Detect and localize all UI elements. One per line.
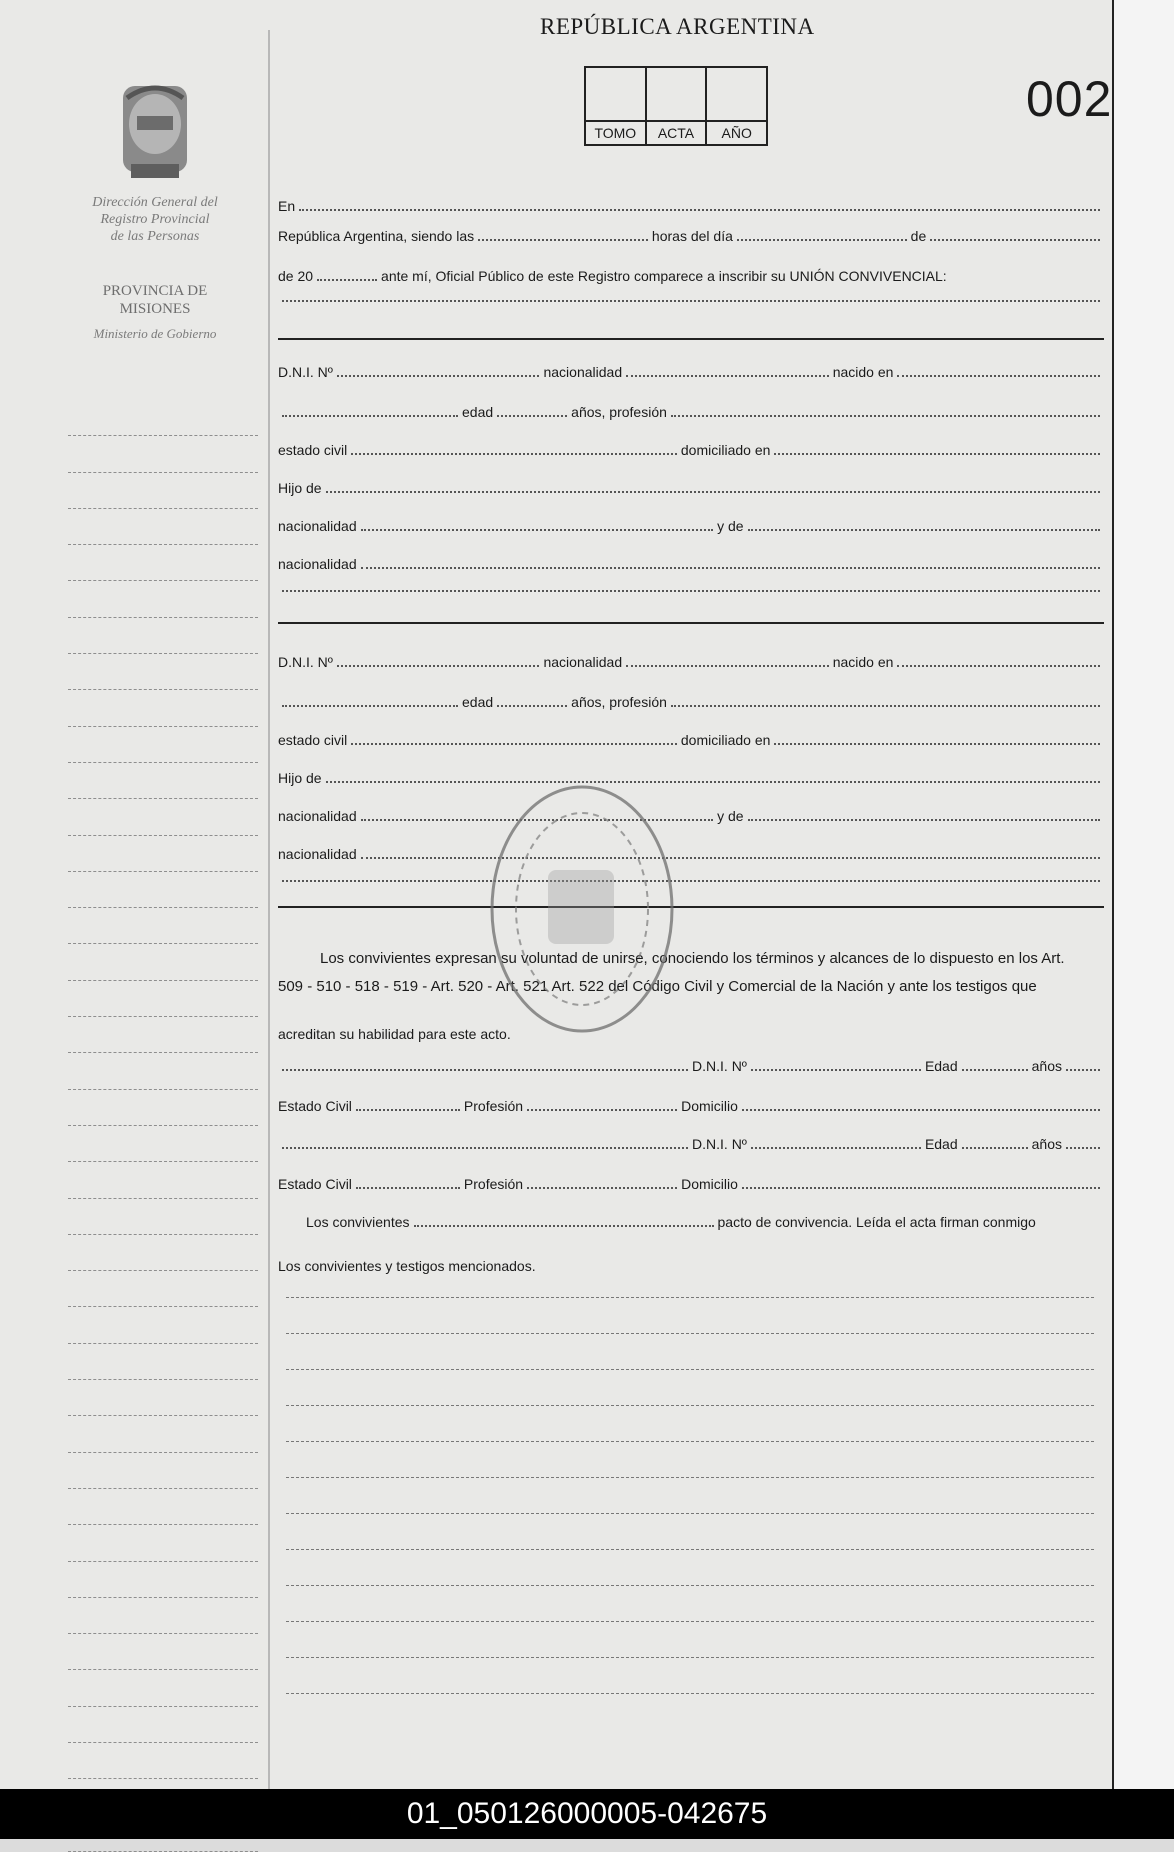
pacto-field[interactable] — [414, 1225, 714, 1227]
person1-nac-madre-field[interactable] — [361, 567, 1100, 569]
ano-label: AÑO — [707, 120, 766, 144]
witness-edad-label: Edad — [924, 1136, 958, 1152]
signature-line[interactable] — [286, 1693, 1094, 1694]
witness-domicilio-label: Domicilio — [681, 1098, 738, 1114]
signature-line[interactable] — [286, 1621, 1094, 1622]
witness2-name-field[interactable] — [282, 1147, 688, 1149]
person2-row-7 — [278, 880, 1104, 885]
person1-row-6 — [278, 556, 1104, 572]
person2-dni-field[interactable] — [337, 665, 540, 667]
domiciliado-label: domiciliado en — [680, 442, 771, 458]
signature-line[interactable] — [286, 1405, 1094, 1406]
ante-text: ante mí, Oficial Público de este Registro comparece a inscribir su UNIÓN CONVIVENCIAL: — [381, 268, 947, 284]
witness-dni-label: D.N.I. Nº — [692, 1058, 747, 1074]
witness1-estado-field[interactable] — [356, 1109, 460, 1111]
edad-label: edad — [462, 404, 494, 420]
person2-row-2 — [278, 694, 1104, 710]
witness-edad-label: Edad — [924, 1058, 958, 1074]
section-divider — [278, 622, 1104, 624]
person1-madre-field[interactable] — [748, 529, 1100, 531]
dni-label: D.N.I. Nº — [278, 654, 333, 670]
person2-nac-madre-field[interactable] — [361, 857, 1100, 859]
closing-line-2: Los convivientes y testigos mencionados. — [278, 1258, 536, 1274]
section-divider — [278, 906, 1104, 908]
witness2-dni-field[interactable] — [751, 1147, 921, 1149]
person2-row-6 — [278, 846, 1104, 862]
hijo-label: Hijo de — [278, 770, 322, 786]
person1-nacionalidad-field[interactable] — [626, 375, 829, 377]
person2-estado-field[interactable] — [351, 743, 677, 745]
coat-of-arms-seal — [113, 78, 197, 184]
witness2-profesion-field[interactable] — [527, 1187, 677, 1189]
person2-madre-field[interactable] — [748, 819, 1100, 821]
intro-row-3 — [278, 268, 1104, 284]
horas-label: horas del día — [651, 228, 733, 244]
witness-anos-label: años — [1031, 1058, 1062, 1074]
person1-row-5 — [278, 518, 1104, 534]
person2-profesion-field[interactable] — [671, 705, 1100, 707]
witness-estado-label: Estado Civil — [278, 1098, 352, 1114]
witness-domicilio-label: Domicilio — [681, 1176, 738, 1192]
nac-label: nacionalidad — [278, 808, 357, 824]
nac2-label: nacionalidad — [278, 846, 357, 862]
nac-label: nacionalidad — [278, 518, 357, 534]
witness2-domicilio-field[interactable] — [742, 1187, 1100, 1189]
dia-field[interactable] — [737, 239, 907, 241]
witness1-row-1 — [278, 1058, 1104, 1074]
domiciliado-label: domiciliado en — [680, 732, 771, 748]
de-label: de — [910, 228, 927, 244]
person1-row-3 — [278, 442, 1104, 458]
witness2-edad-field[interactable] — [962, 1147, 1028, 1149]
witness1-domicilio-field[interactable] — [742, 1109, 1100, 1111]
mes-field[interactable] — [930, 239, 1100, 241]
witness1-name-field[interactable] — [282, 1069, 688, 1071]
witness1-row-2 — [278, 1098, 1104, 1114]
person1-row-2 — [278, 404, 1104, 420]
witness1-anos-field[interactable] — [1066, 1069, 1100, 1071]
person1-row-7 — [278, 590, 1104, 595]
person2-row-3 — [278, 732, 1104, 748]
signature-line[interactable] — [286, 1441, 1094, 1442]
person2-row-4 — [278, 770, 1104, 786]
person2-row-5 — [278, 808, 1104, 824]
person2-extra-field[interactable] — [282, 880, 1100, 882]
signature-line[interactable] — [286, 1513, 1094, 1514]
agency-line: Dirección General del — [92, 195, 218, 210]
person1-row-1 — [278, 364, 1104, 380]
ministry-name: Ministerio de Gobierno — [93, 326, 217, 341]
declaration-line-3: acreditan su habilidad para este acto. — [278, 1026, 511, 1042]
person1-domicilio-field[interactable] — [774, 453, 1100, 455]
anos-profesion-label: años, profesión — [571, 694, 667, 710]
person2-nacionalidad-field[interactable] — [626, 665, 829, 667]
page-edge — [1112, 0, 1174, 1789]
witness2-row-1 — [278, 1136, 1104, 1152]
nacionalidad-label: nacionalidad — [543, 654, 623, 670]
y-de-label: y de — [717, 518, 744, 534]
margin-rule — [268, 30, 270, 1789]
agency-line: de las Personas — [110, 229, 200, 244]
person1-nacido-field[interactable] — [897, 375, 1100, 377]
person2-fecha-field[interactable] — [282, 705, 458, 707]
signature-line[interactable] — [286, 1369, 1094, 1370]
witness-anos-label: años — [1031, 1136, 1062, 1152]
person2-nacido-field[interactable] — [897, 665, 1100, 667]
section-divider — [278, 338, 1104, 340]
year-field[interactable] — [317, 279, 377, 281]
republica-label: República Argentina, siendo las — [278, 228, 475, 244]
y-de-label: y de — [717, 808, 744, 824]
anos-profesion-label: años, profesión — [571, 404, 667, 420]
person1-row-4 — [278, 480, 1104, 496]
person1-dni-field[interactable] — [337, 375, 540, 377]
pacto-text: pacto de convivencia. Leída el acta firman conmigo — [717, 1214, 1036, 1230]
person2-row-1 — [278, 654, 1104, 670]
document-code-bar — [0, 1789, 1174, 1839]
official-stamp — [486, 778, 678, 1040]
witness-profesion-label: Profesión — [463, 1176, 524, 1192]
witness-profesion-label: Profesión — [463, 1098, 524, 1114]
acta-label: ACTA — [647, 120, 706, 144]
convivientes-label: Los convivientes — [306, 1214, 410, 1230]
edad-label: edad — [462, 694, 494, 710]
de20-label: de 20 — [278, 268, 314, 284]
en-label: En — [278, 198, 296, 214]
margin-note-lines — [68, 400, 258, 1852]
province-name — [60, 282, 250, 318]
signature-line[interactable] — [286, 1549, 1094, 1550]
witness2-anos-field[interactable] — [1066, 1147, 1100, 1149]
province-line: MISIONES — [119, 301, 191, 317]
person1-profesion-field[interactable] — [671, 415, 1100, 417]
witness1-dni-field[interactable] — [751, 1069, 921, 1071]
agency-line: Registro Provincial — [100, 212, 210, 227]
agency-name — [60, 194, 250, 245]
person1-nac-padre-field[interactable] — [361, 529, 713, 531]
document-code: 01_050126000005-042675 — [406, 1797, 768, 1830]
declaration-line-1: Los convivientes expresan su voluntad de unirse, conociendo los términos y alcances de lo dispuesto en los Art. — [320, 950, 1065, 967]
estado-civil-label: estado civil — [278, 732, 348, 748]
intro-row-4 — [278, 300, 1104, 305]
signature-line[interactable] — [286, 1297, 1094, 1298]
province-line: PROVINCIA DE — [102, 283, 208, 299]
intro-row-2 — [278, 228, 1104, 244]
nacionalidad-label: nacionalidad — [543, 364, 623, 380]
intro-row-1 — [278, 198, 1104, 214]
witness1-edad-field[interactable] — [962, 1069, 1028, 1071]
tomo-label: TOMO — [586, 120, 645, 144]
en-field[interactable] — [299, 209, 1100, 211]
person1-fecha-field[interactable] — [282, 415, 458, 417]
nacido-label: nacido en — [832, 364, 894, 380]
witness2-row-2 — [278, 1176, 1104, 1192]
intro-extra-field[interactable] — [282, 300, 1100, 302]
estado-civil-label: estado civil — [278, 442, 348, 458]
witness1-profesion-field[interactable] — [527, 1109, 677, 1111]
person2-domicilio-field[interactable] — [774, 743, 1100, 745]
serial-number: 002 — [1026, 71, 1113, 127]
witness-estado-label: Estado Civil — [278, 1176, 352, 1192]
signature-line[interactable] — [286, 1477, 1094, 1478]
closing-row-1 — [278, 1214, 1104, 1230]
witness2-estado-field[interactable] — [356, 1187, 460, 1189]
declaration-line-2: 509 - 510 - 518 - 519 - Art. 520 - Art. 521 Art. 522 del Código Civil y Comercial de la Nación y ante los testigos que — [278, 978, 1037, 995]
signature-line[interactable] — [286, 1333, 1094, 1334]
person2-edad-field[interactable] — [497, 705, 567, 707]
dni-label: D.N.I. Nº — [278, 364, 333, 380]
nacido-label: nacido en — [832, 654, 894, 670]
person1-hijo-field[interactable] — [326, 491, 1100, 493]
country-heading: REPÚBLICA ARGENTINA — [540, 14, 815, 39]
signature-line[interactable] — [286, 1657, 1094, 1658]
hijo-label: Hijo de — [278, 480, 322, 496]
person1-extra-field[interactable] — [282, 590, 1100, 592]
signature-line[interactable] — [286, 1585, 1094, 1586]
horas-field[interactable] — [478, 239, 648, 241]
person1-estado-field[interactable] — [351, 453, 677, 455]
nac2-label: nacionalidad — [278, 556, 357, 572]
person2-hijo-field[interactable] — [326, 781, 1100, 783]
witness-dni-label: D.N.I. Nº — [692, 1136, 747, 1152]
form-body — [278, 0, 1104, 1789]
person1-edad-field[interactable] — [497, 415, 567, 417]
